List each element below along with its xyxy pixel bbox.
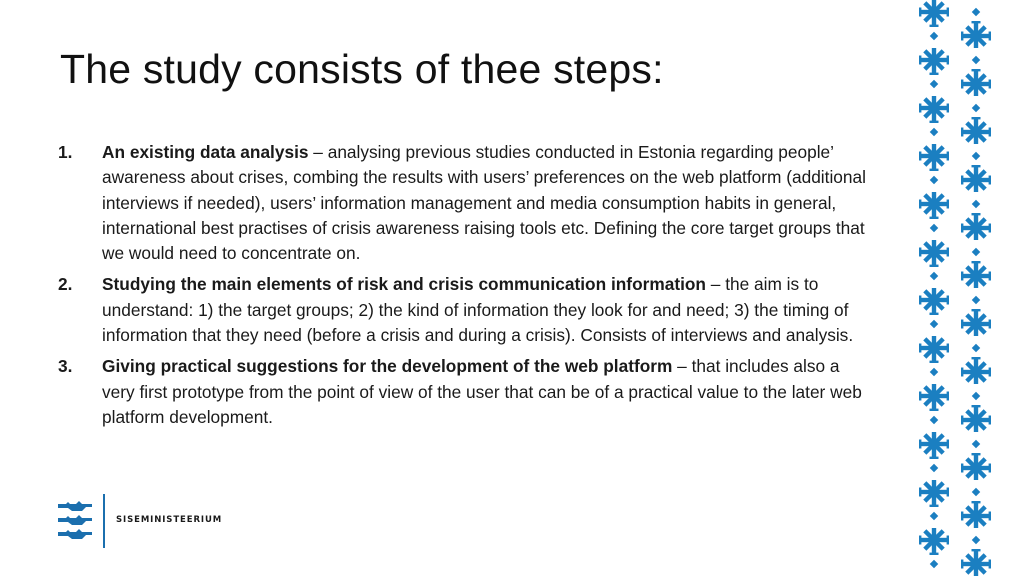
step-heading: Giving practical suggestions for the development of the web platform (102, 356, 673, 377)
step-heading: Studying the main elements of risk and crisis communication information (102, 274, 706, 295)
step-heading: An existing data analysis (102, 142, 309, 162)
step-item (58, 272, 870, 348)
step-body (102, 140, 870, 266)
slide-title: The study consists of thee steps: (60, 46, 664, 92)
logo-divider (103, 494, 105, 548)
step-description: – analysing previous studies conducted in Estonia regarding people’ awareness about crises, combing the results with users’ preferences on the web platform (additional interviews if needed), users’ information management and media consumption habits in general, international best practises of crisis awareness raising tools etc. Defining the core target groups that we would need to concentrate on. (102, 142, 866, 264)
step-body (102, 272, 870, 348)
step-body (102, 354, 870, 430)
step-number: 3. (58, 356, 73, 377)
step-description: – that includes also a very first prototype from the point of view of the user that can be of a practical value to the later web platform development. (102, 356, 862, 427)
coat-of-arms-icon (56, 500, 96, 544)
step-item (58, 354, 870, 430)
steps-list (58, 140, 870, 436)
ministry-name: SISEMINISTEERIUM (116, 515, 223, 525)
step-number: 1. (58, 142, 73, 162)
step-number: 2. (58, 274, 73, 295)
step-item (58, 140, 870, 266)
snowflake-ornament-icon (912, 0, 1000, 576)
step-description: – the aim is to understand: 1) the target groups; 2) the kind of information they look for and need; 3) the timing of information that they need (before a crisis and during a crisis). Consists of interviews and analysis. (102, 274, 854, 346)
